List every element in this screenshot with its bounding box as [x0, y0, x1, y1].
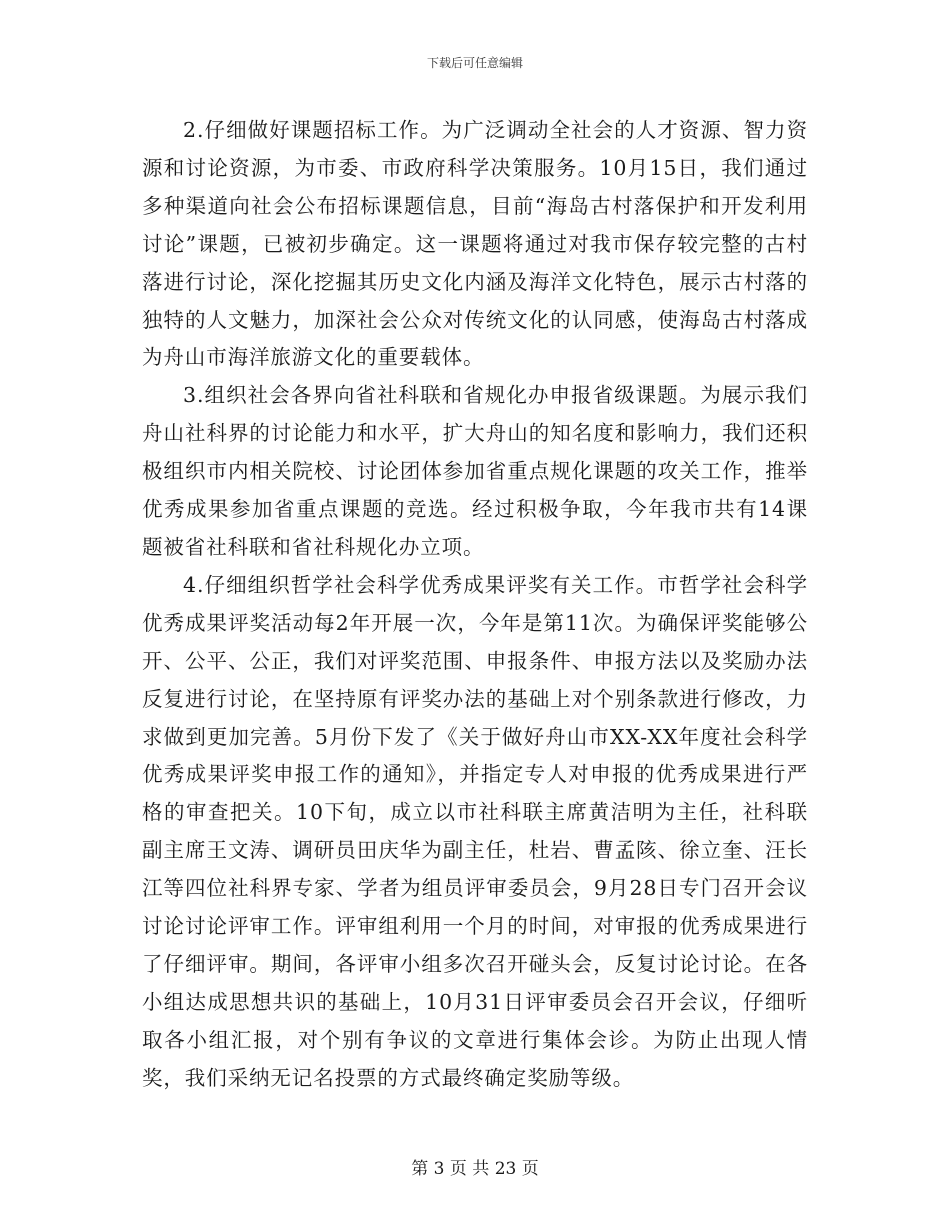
page-header: 下载后可任意编辑: [426, 56, 523, 70]
page-number: 第 3 页 共 23 页: [411, 1159, 539, 1179]
paragraph-3: 3.组织社会各界向省社科联和省规化办申报省级课题。为展示我们舟山社科界的讨论能力和水平，扩大舟山的知名度和影响力，我们还积极组织市内相关院校、讨论团体参加省重点规化课题的攻关工作，推举优秀成果参加省重点课题的竞选。经过积极争取，今年我市共有14课题被省社科联和省社科规化办立项。: [142, 383, 808, 559]
paragraph-4: 4.仔细组织哲学社会科学优秀成果评奖有关工作。市哲学社会科学优秀成果评奖活动每2年开展一次，今年是第11次。为确保评奖能够公开、公平、公正，我们对评奖范围、申报条件、申报方法以及奖励办法反复进行讨论，在坚持原有评奖办法的基础上对个别条款进行修改，力求做到更加完善。5月份下发了《关于做好舟山市XX-XX年度社会科学优秀成果评奖申报工作的通知》，并指定专人对申报的优秀成果进行严格的审查把关。10下旬，成立以市社科联主席黄洁明为主任，社科联副主席王文涛、调研员田庆华为副主任，杜岩、曹孟陔、徐立奎、汪长江等四位社科界专家、学者为组员评审委员会，9月28日专门召开会议讨论讨论评审工作。评审组利用一个月的时间，对审报的优秀成果进行了仔细评审。期间，各评审小组多次召开碰头会，反复讨论讨论。在各小组达成思想共识的基础上，10月31日评审委员会召开会议，仔细听取各小组汇报，对个别有争议的文章进行集体会诊。为防止出现人情奖，我们采纳无记名投票的方式最终确定奖励等级。: [142, 572, 808, 1090]
document-body: [142, 112, 808, 1098]
paragraph-2: 2.仔细做好课题招标工作。为广泛调动全社会的人才资源、智力资源和讨论资源，为市委、市政府科学决策服务。10月15日，我们通过多种渠道向社会公布招标课题信息，目前“海岛古村落保护和开发利用讨论”课题，已被初步确定。这一课题将通过对我市保存较完整的古村落进行讨论，深化挖掘其历史文化内涵及海洋文化特色，展示古村落的独特的人文魅力，加深社会公众对传统文化的认同感，使海岛古村落成为舟山市海洋旅游文化的重要载体。: [142, 118, 808, 370]
